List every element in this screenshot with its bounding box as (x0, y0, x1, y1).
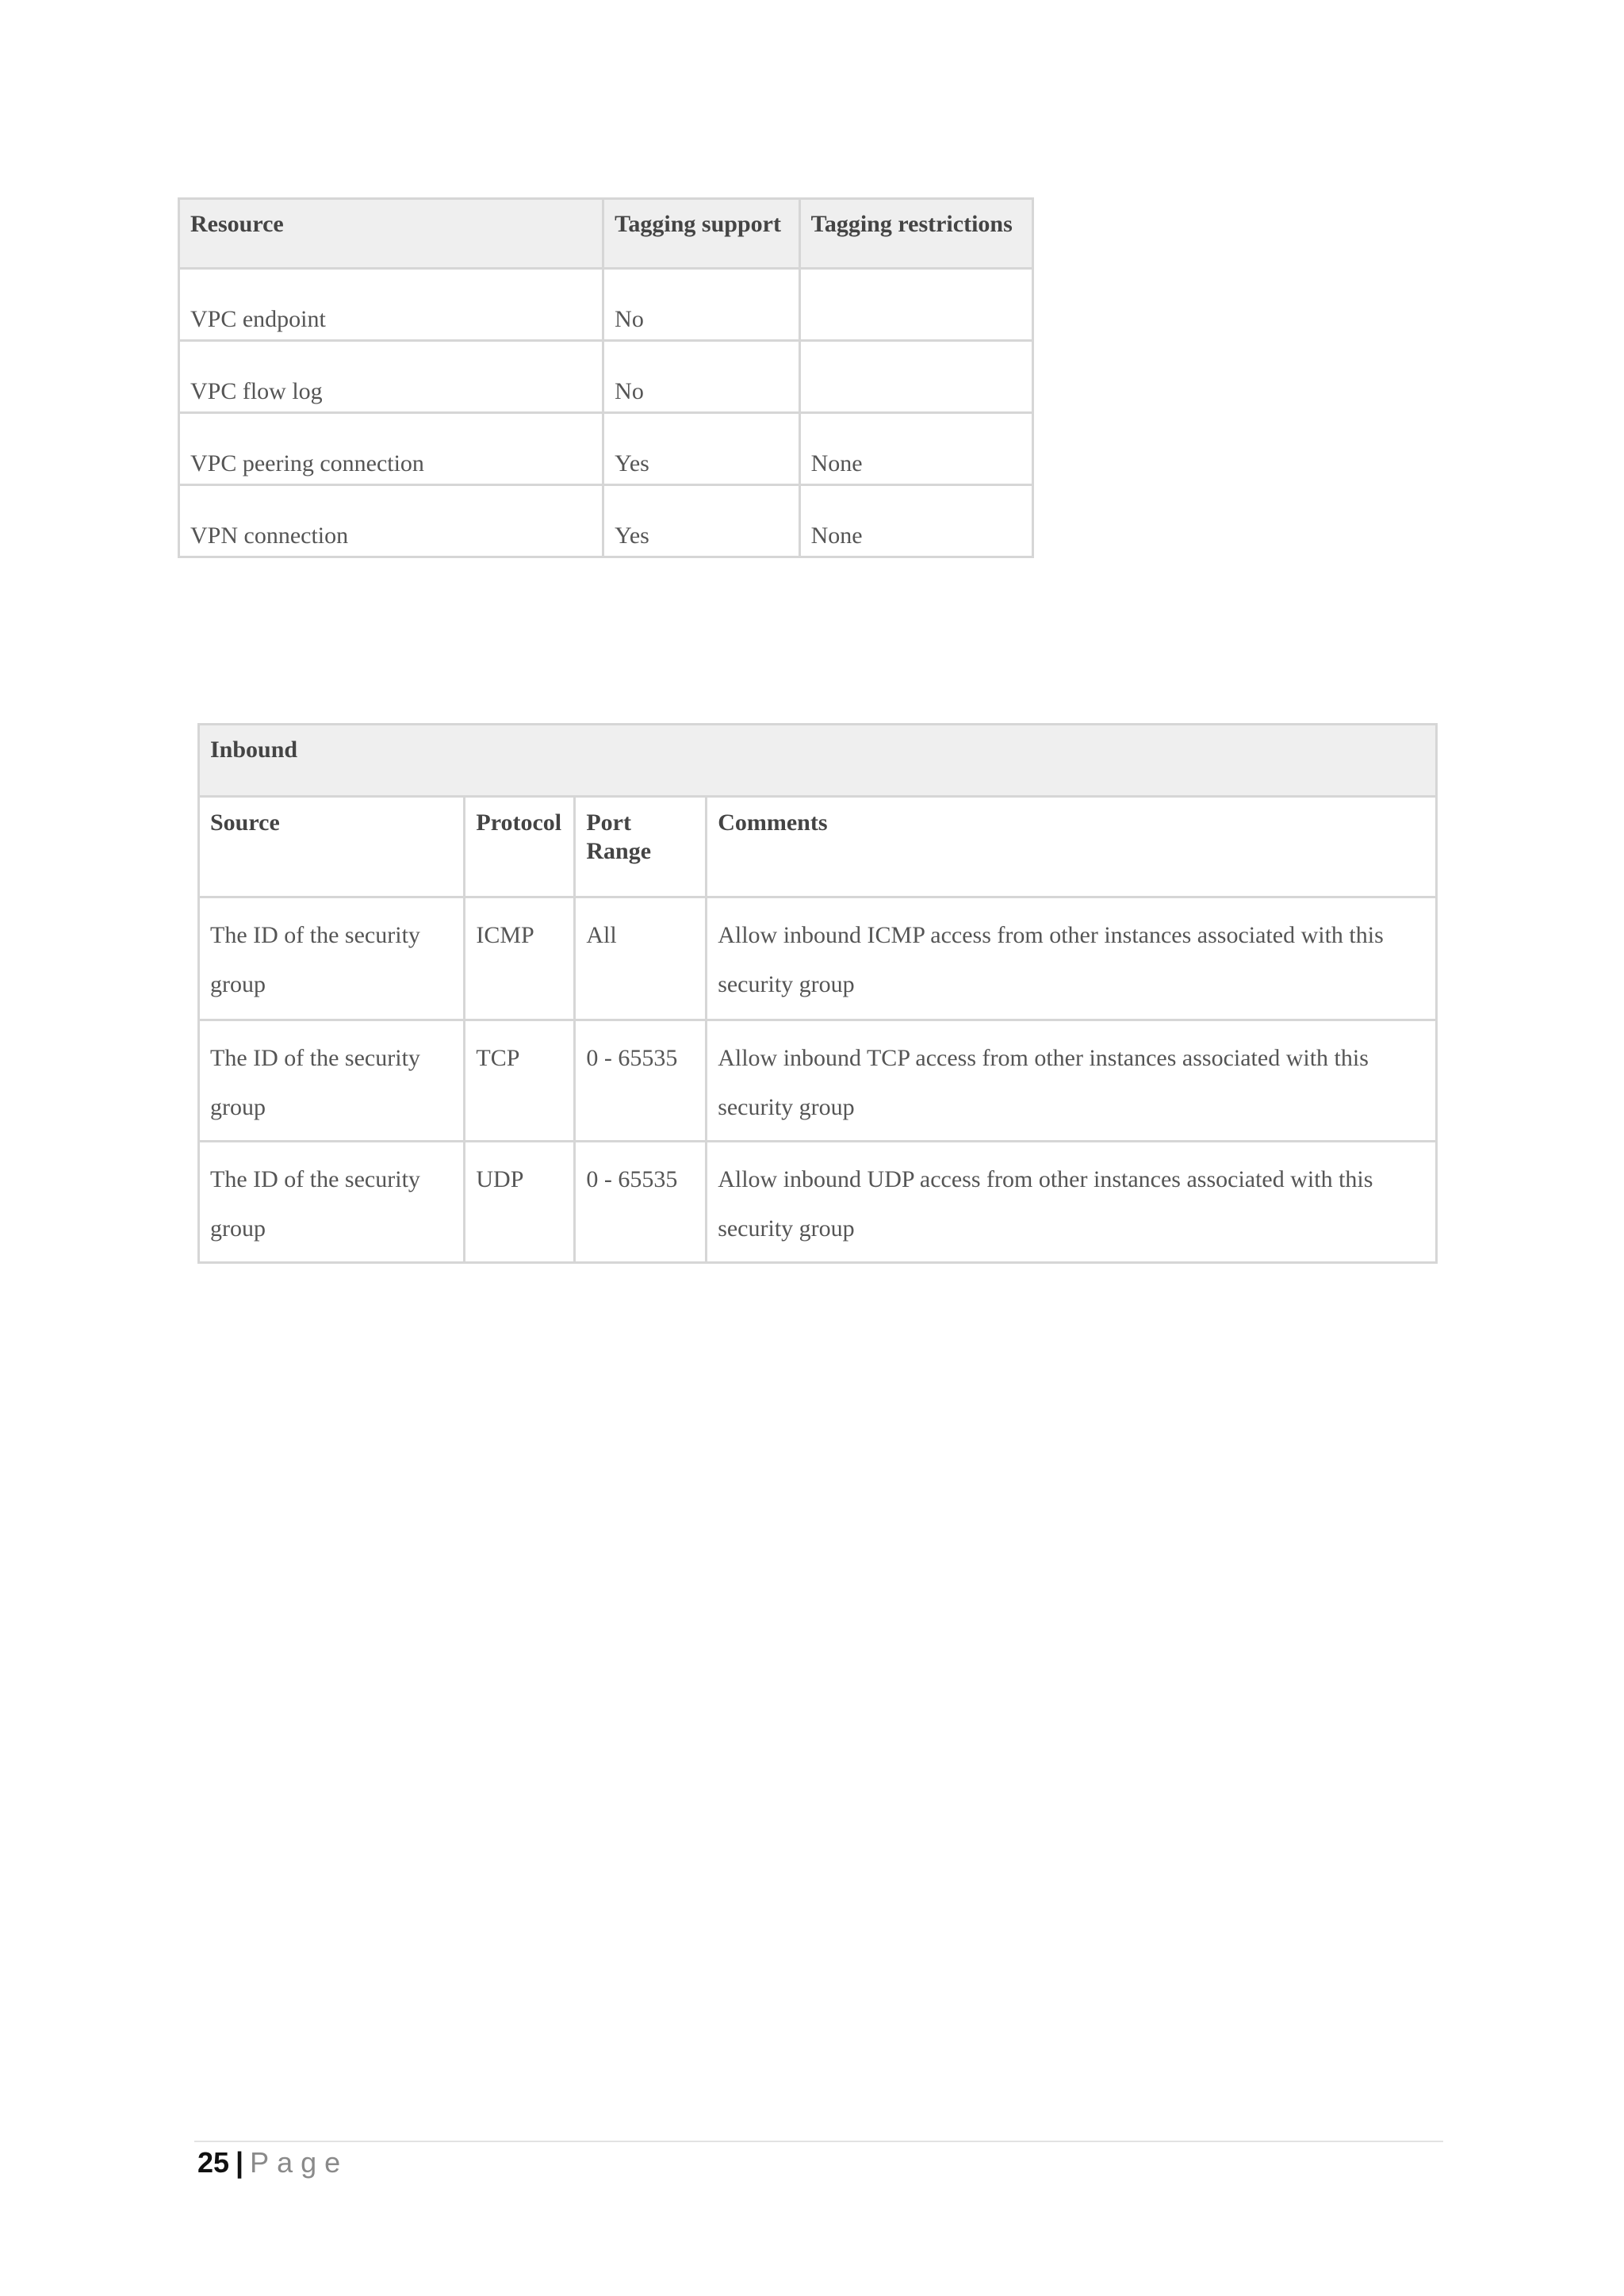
table-cell (575, 1020, 707, 1142)
table-cell (465, 1142, 575, 1263)
table-cell: Yes (603, 485, 799, 557)
column-header-tagging-restrictions: Tagging restrictions (799, 199, 1032, 269)
footer-divider (194, 2141, 1443, 2142)
table-cell: VPC endpoint (179, 269, 603, 341)
table-row (179, 341, 1033, 413)
column-header-tagging-support: Tagging support (603, 199, 799, 269)
table-cell (799, 269, 1032, 341)
table-cell: No (603, 269, 799, 341)
cell-text: UDP (476, 1166, 524, 1192)
table-cell (575, 897, 707, 1020)
cell-text: The ID of the security group (210, 922, 420, 997)
table-header-row (199, 797, 1437, 897)
table-cell: VPN connection (179, 485, 603, 557)
table-cell (199, 897, 465, 1020)
table-cell (465, 1020, 575, 1142)
table-cell (707, 1142, 1437, 1263)
table-cell (465, 897, 575, 1020)
tagging-support-table (178, 197, 1034, 558)
table-cell: Yes (603, 413, 799, 485)
cell-text: All (586, 922, 617, 948)
table-title-inbound: Inbound (199, 725, 1437, 797)
table-row (199, 1020, 1437, 1142)
table-cell (199, 1020, 465, 1142)
cell-text: 0 - 65535 (586, 1045, 678, 1071)
table-cell: No (603, 341, 799, 413)
table-row (199, 897, 1437, 1020)
table-header-row (179, 199, 1033, 269)
table-cell (575, 1142, 707, 1263)
table-row (179, 485, 1033, 557)
cell-text: TCP (476, 1045, 520, 1071)
footer-separator: | (236, 2146, 244, 2179)
page-number: 25 (197, 2146, 230, 2179)
column-header-protocol: Protocol (465, 797, 575, 897)
cell-text: The ID of the security group (210, 1045, 420, 1120)
table-cell (799, 341, 1032, 413)
table-title-row (199, 725, 1437, 797)
cell-text: Allow inbound TCP access from other instances associated with this security group (718, 1045, 1369, 1120)
table-row (179, 269, 1033, 341)
cell-text: ICMP (476, 922, 534, 948)
page-footer (197, 2146, 348, 2179)
cell-text: Allow inbound UDP access from other instances associated with this security group (718, 1166, 1373, 1242)
table-cell: VPC peering connection (179, 413, 603, 485)
cell-text: Allow inbound ICMP access from other instances associated with this security group (718, 922, 1384, 997)
column-header-resource: Resource (179, 199, 603, 269)
column-header-port-range: Port Range (575, 797, 707, 897)
page-label: Page (250, 2146, 349, 2179)
column-header-source: Source (199, 797, 465, 897)
table-cell: None (799, 485, 1032, 557)
table-cell: VPC flow log (179, 341, 603, 413)
cell-text: The ID of the security group (210, 1166, 420, 1242)
column-header-comments: Comments (707, 797, 1437, 897)
table-cell: None (799, 413, 1032, 485)
inbound-rules-table (197, 723, 1438, 1264)
table-cell (707, 897, 1437, 1020)
table-cell (199, 1142, 465, 1263)
table-row (199, 1142, 1437, 1263)
cell-text: 0 - 65535 (586, 1166, 678, 1192)
table-row (179, 413, 1033, 485)
table-cell (707, 1020, 1437, 1142)
